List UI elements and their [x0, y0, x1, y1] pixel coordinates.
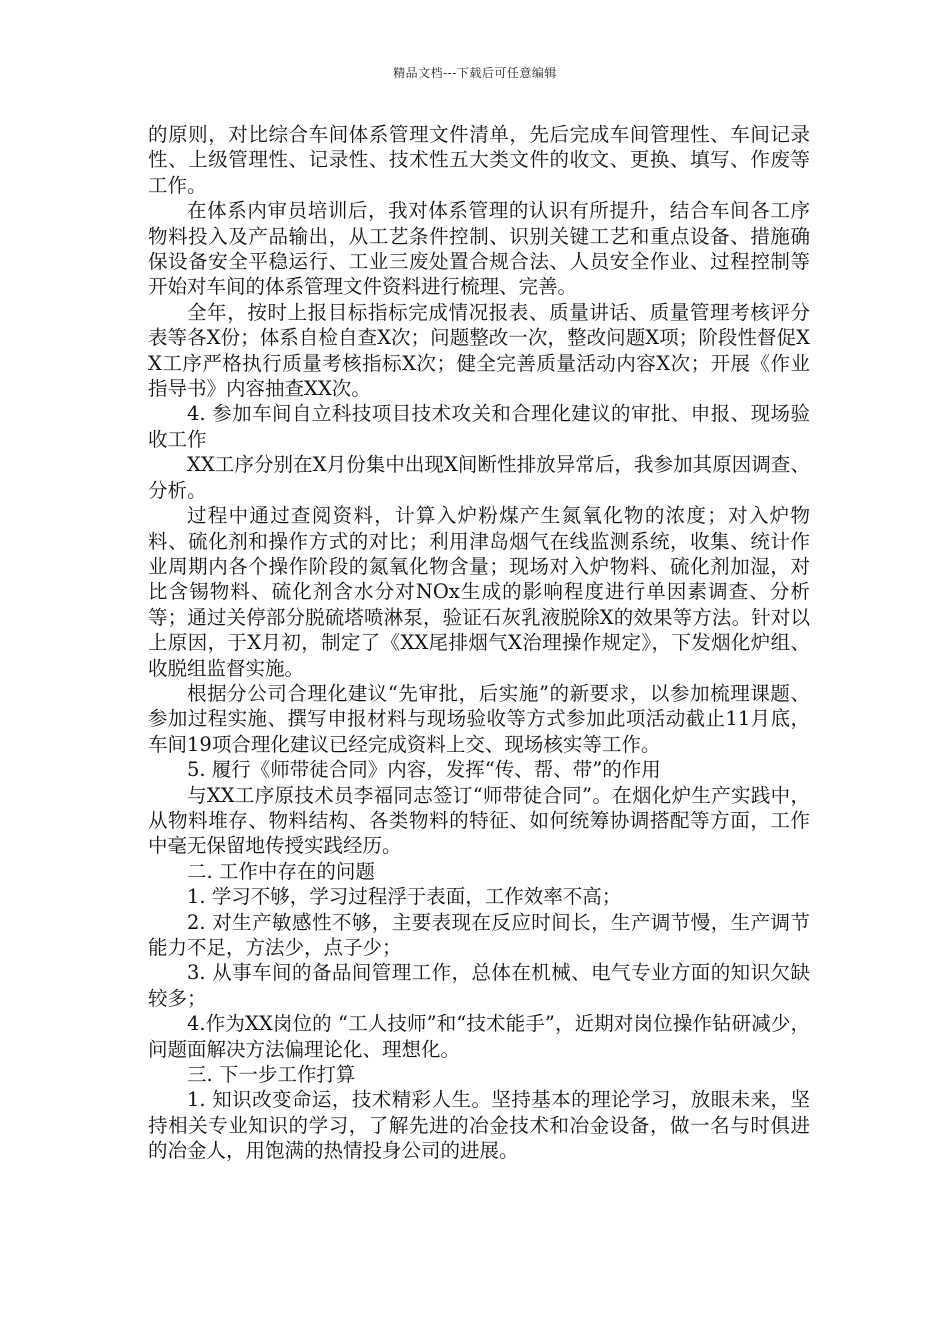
paragraph: XX工序分别在X月份集中出现X间断性排放异常后，我参加其原因调查、分析。 [148, 453, 810, 502]
document-body [148, 122, 810, 1164]
list-item: 4.作为XX岗位的 “工人技师”和“技术能手”，近期对岗位操作钻研减少，问题面解决方法偏理论化、理想化。 [148, 1012, 810, 1061]
list-item: 1. 知识改变命运，技术精彩人生。坚持基本的理论学习，放眼未来，坚持相关专业知识的学习，了解先进的冶金技术和冶金设备，做一名与时俱进的冶金人，用饱满的热情投身公司的进展。 [148, 1088, 810, 1163]
section-heading: 三. 下一步工作打算 [187, 1063, 356, 1087]
paragraph: 根据分公司合理化建议“先审批，后实施”的新要求，以参加梳理课题、参加过程实施、撰写申报材料与现场验收等方式参加此项活动截止11月底，车间19项合理化建议已经完成资料上交、现场核实等工作。 [148, 681, 810, 756]
section-heading: 5. 履行《师带徒合同》内容，发挥“传、帮、带”的作用 [187, 758, 661, 782]
list-item: 1. 学习不够，学习过程浮于表面，工作效率不高； [187, 885, 622, 909]
list-item: 2. 对生产敏感性不够，主要表现在反应时间长，生产调节慢，生产调节能力不足，方法少，点子少； [148, 910, 810, 959]
paragraph: 全年，按时上报目标指标完成情况报表、质量讲话、质量管理考核评分表等各X份；体系自检自查X次；问题整改一次，整改问题X项；阶段性督促XX工序严格执行质量考核指标X次；健全完善质量活动内容X次；开展《作业指导书》内容抽查XX次。 [148, 300, 810, 401]
section-heading: 4. 参加车间自立科技项目技术攻关和合理化建议的审批、申报、现场验收工作 [148, 402, 810, 451]
list-item: 3. 从事车间的备品间管理工作，总体在机械、电气专业方面的知识欠缺较多； [148, 961, 810, 1010]
paragraph: 过程中通过查阅资料，计算入炉粉煤产生氮氧化物的浓度；对入炉物料、硫化剂和操作方式的对比；利用津岛烟气在线监测系统，收集、统计作业周期内各个操作阶段的氮氧化物含量；现场对入炉物料、硫化剂加湿，对比含锡物料、硫化剂含水分对NOx生成的影响程度进行单因素调查、分析等；通过关停部分脱硫塔喷淋泵，验证石灰乳液脱除X的效果等方法。针对以上原因，于X月初，制定了《XX尾排烟气X治理操作规定》，下发烟化炉组、收脱组监督实施。 [148, 504, 810, 680]
paragraph: 与XX工序原技术员李福同志签订“师带徒合同”。在烟化炉生产实践中，从物料堆存、物料结构、各类物料的特征、如何统筹协调搭配等方面，工作中毫无保留地传授实践经历。 [148, 783, 810, 858]
paragraph: 的原则，对比综合车间体系管理文件清单，先后完成车间管理性、车间记录性、上级管理性、记录性、技术性五大类文件的收文、更换、填写、作废等工作。 [148, 123, 810, 197]
section-heading: 二. 工作中存在的问题 [187, 859, 375, 883]
paragraph: 在体系内审员培训后，我对体系管理的认识有所提升，结合车间各工序物料投入及产品输出，从工艺条件控制、识别关键工艺和重点设备、措施确保设备安全平稳运行、工业三废处置合规合法、人员安全作业、过程控制等开始对车间的体系管理文件资料进行梳理、完善。 [148, 199, 810, 299]
page-header: 精品文档---下载后可任意编辑 [393, 66, 557, 80]
